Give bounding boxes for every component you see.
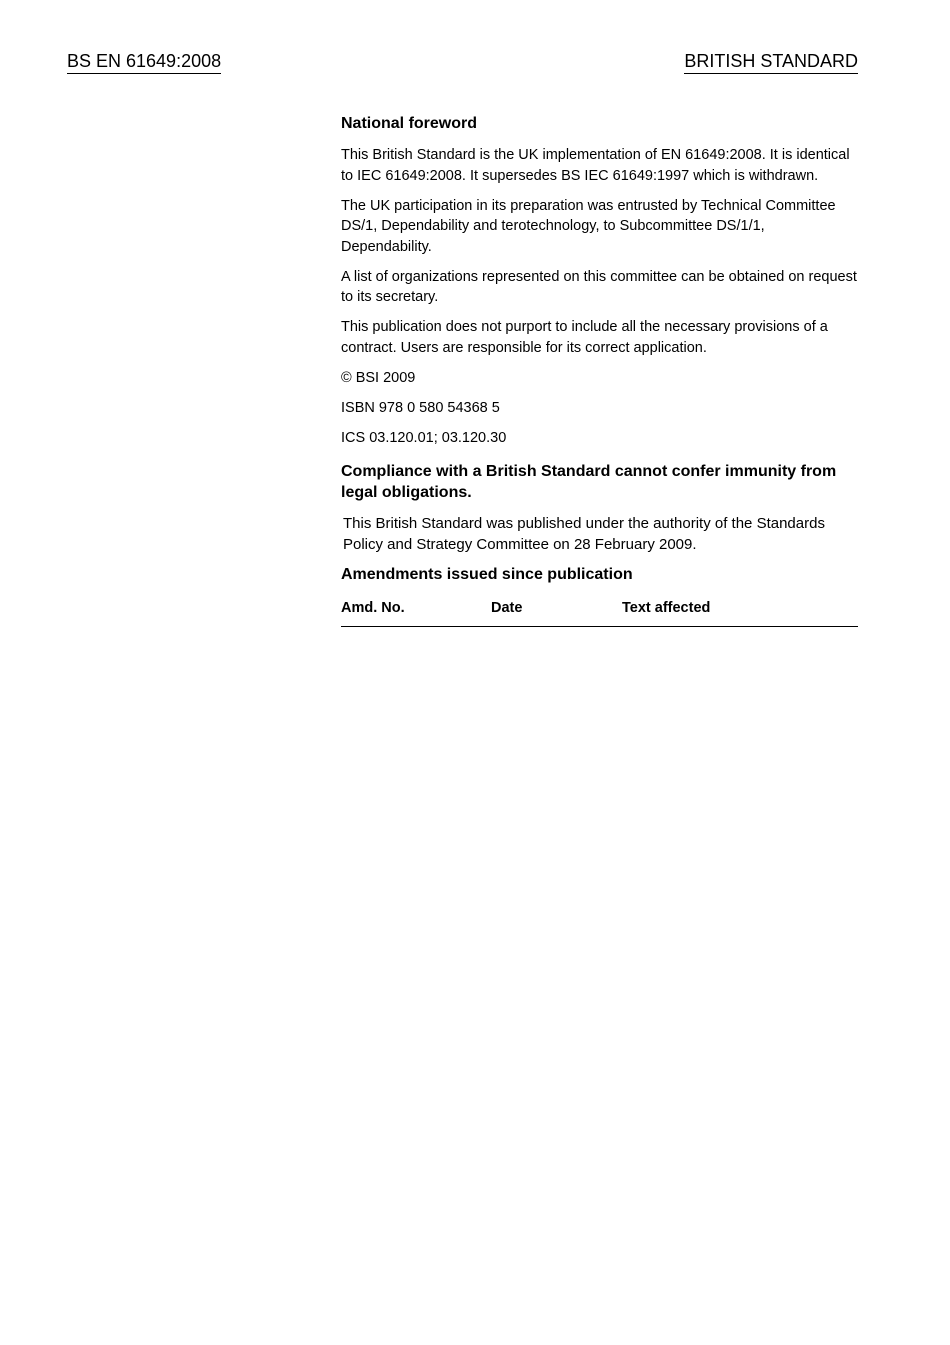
header-standard-type: BRITISH STANDARD [684,50,858,74]
column-header-date: Date [491,600,523,616]
amendments-table-header [341,598,858,627]
header-standard-number: BS EN 61649:2008 [67,50,221,74]
column-header-text-affected: Text affected [622,600,711,616]
ics-line: ICS 03.120.01; 03.120.30 [341,429,507,446]
copyright-line: © BSI 2009 [341,369,416,386]
column-header-amd-no: Amd. No. [341,600,405,616]
national-foreword-section [341,114,858,627]
compliance-heading: Compliance with a British Standard cannot confer immunity from legal obligations. [341,463,837,501]
foreword-paragraph-provisions: This publication does not purport to include all the necessary provisions of a contract. Users are responsible for its correct application. [341,319,828,356]
foreword-title: National foreword [341,115,478,132]
foreword-paragraph-organizations: A list of organizations represented on this committee can be obtained on request to its secretary. [341,268,857,305]
foreword-paragraph-participation: The UK participation in its preparation was entrusted by Technical Committee DS/1, Dependability and terotechnology, to Subcommittee DS/1/1, Dependability. [341,197,836,255]
isbn-line: ISBN 978 0 580 54368 5 [341,399,500,416]
publication-authority-text: This British Standard was published under the authority of the Standards Policy and Strategy Committee on 28 February 2009. [343,515,825,553]
foreword-paragraph-implementation: This British Standard is the UK implementation of EN 61649:2008. It is identical to IEC 61649:2008. It supersedes BS IEC 61649:1997 which is withdrawn. [341,147,850,184]
amendments-title: Amendments issued since publication [341,566,633,583]
